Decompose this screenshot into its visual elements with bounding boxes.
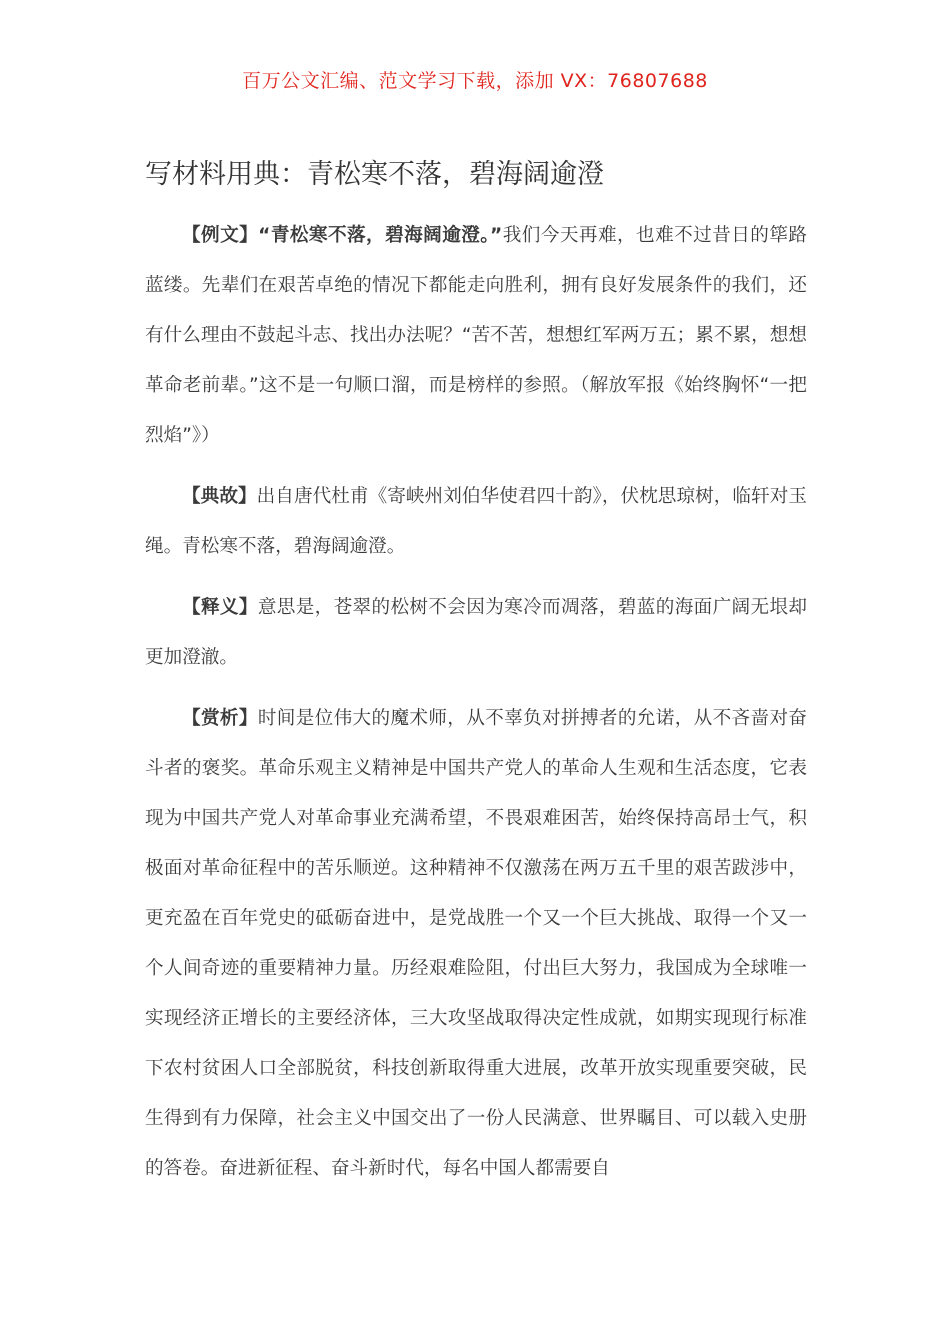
paragraph-meaning — [145, 583, 807, 683]
paragraph-allusion — [145, 472, 807, 572]
example-text: 我们今天再难，也难不过昔日的筚路蓝缕。先辈们在艰苦卓绝的情况下都能走向胜利，拥有良好发展条件的我们，还有什么理由不鼓起斗志、找出办法呢？“苦不苦，想想红军两万五；累不累，想想革命老前辈。”这不是一句顺口溜，而是榜样的参照。（解放军报《始终胸怀“一把烈焰”》） — [145, 225, 807, 446]
tag-meaning: 【释义】 — [182, 597, 258, 618]
tag-appreciation: 【赏析】 — [182, 708, 258, 729]
tag-example: 【例文】 — [182, 225, 259, 246]
paragraph-appreciation — [145, 694, 807, 1194]
page-title: 写材料用典：青松寒不落，碧海阔逾澄 — [145, 159, 604, 190]
appreciation-text: 时间是位伟大的魔术师，从不辜负对拼搏者的允诺，从不吝啬对奋斗者的褒奖。革命乐观主义精神是中国共产党人的革命人生观和生活态度，它表现为中国共产党人对革命事业充满希望，不畏艰难困苦，始终保持高昂士气，积极面对革命征程中的苦乐顺逆。这种精神不仅激荡在两万五千里的艰苦跋涉中，更充盈在百年党史的砥砺奋进中，是党战胜一个又一个巨大挑战、取得一个又一个人间奇迹的重要精神力量。历经艰难险阻，付出巨大努力，我国成为全球唯一实现经济正增长的主要经济体，三大攻坚战取得决定性成就，如期实现现行标准下农村贫困人口全部脱贫，科技创新取得重大进展，改革开放实现重要突破，民生得到有力保障，社会主义中国交出了一份人民满意、世界瞩目、可以载入史册的答卷。奋进新征程、奋斗新时代，每名中国人都需要自 — [145, 708, 807, 1179]
example-quote: “青松寒不落，碧海阔逾澄。” — [258, 225, 503, 246]
allusion-text: 出自唐代杜甫《寄峡州刘伯华使君四十韵》，伏枕思琼树，临轩对玉绳。青松寒不落，碧海阔逾澄。 — [145, 486, 807, 557]
tag-allusion: 【典故】 — [182, 486, 257, 507]
meaning-text: 意思是，苍翠的松树不会因为寒冷而凋落，碧蓝的海面广阔无垠却更加澄澈。 — [145, 597, 807, 668]
paragraph-example — [145, 211, 807, 461]
promo-banner: 百万公文汇编、范文学习下载，添加 VX：76807688 — [242, 70, 708, 92]
